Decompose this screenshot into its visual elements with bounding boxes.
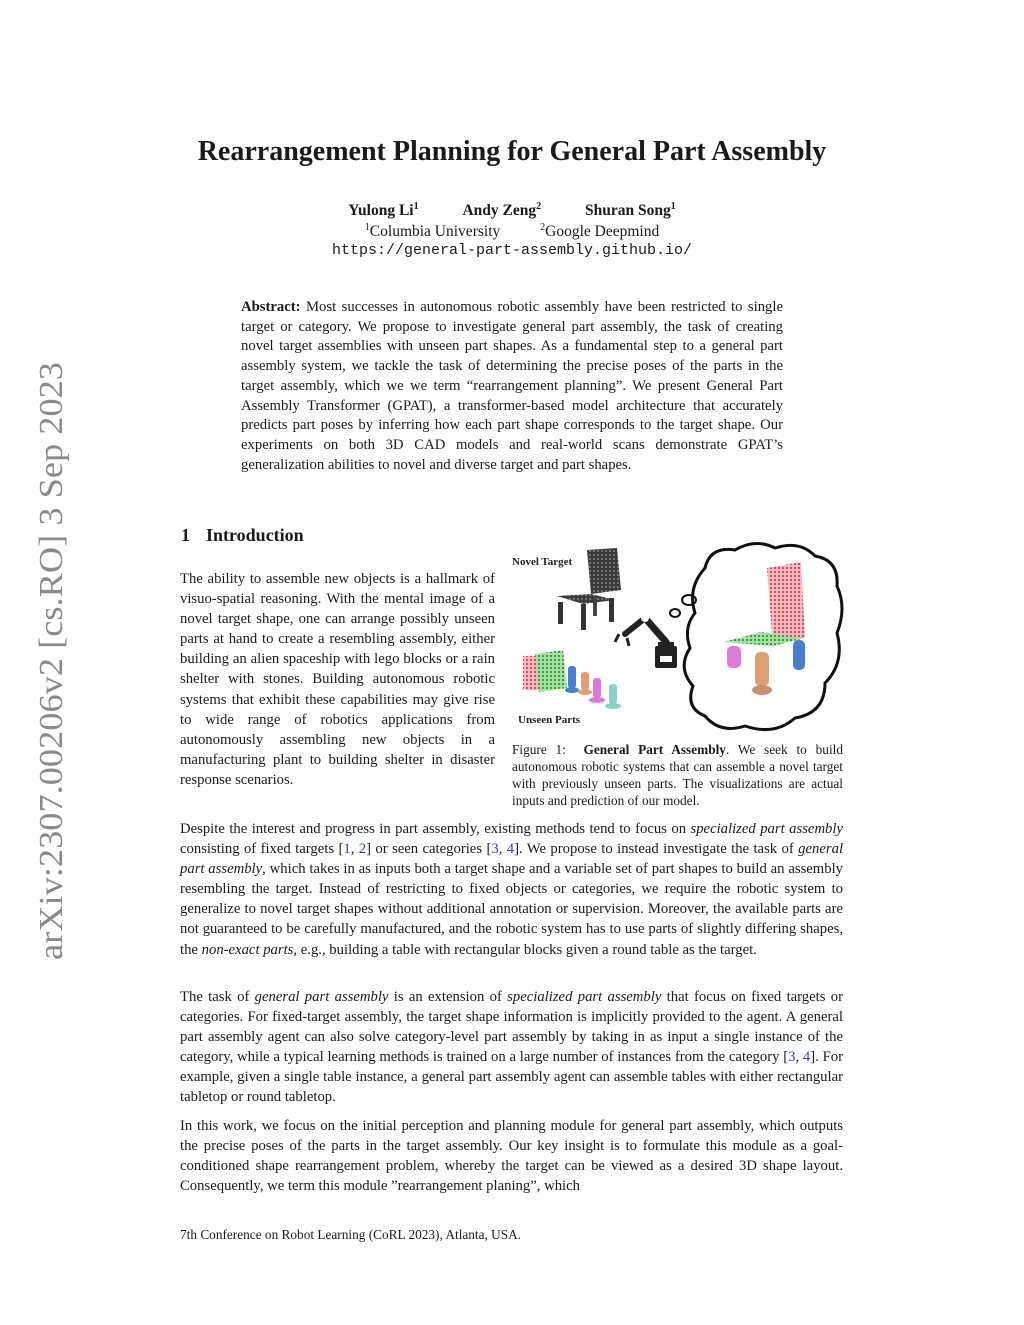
label-unseen-parts: Unseen Parts bbox=[518, 714, 581, 726]
unseen-parts bbox=[523, 650, 621, 709]
abstract bbox=[241, 298, 783, 475]
label-novel-target: Novel Target bbox=[512, 556, 573, 568]
robot-arm-icon bbox=[615, 614, 677, 668]
affiliation: $^1$Columbia University bbox=[364, 221, 501, 240]
thought-bubble-small bbox=[670, 609, 680, 617]
author: Yulong Li$^1$ bbox=[348, 200, 419, 219]
figure-1 bbox=[505, 538, 845, 738]
citation-link[interactable]: 3 bbox=[491, 841, 499, 858]
citation-link[interactable]: 4 bbox=[506, 841, 515, 858]
section-heading: 1 Introduction bbox=[181, 525, 304, 545]
abstract-text: Most successes in autonomous robotic assembly have been restricted to single target or category. We propose to investigate general part assembly, the task of creating novel target assemblies with unseen part shapes. As a fundamental step to a general part assembly system, we tackle the task of determining the precise poses of the parts in the target assembly, which we we term “rearrangement planning”. We present General Part Assembly Transformer (GPAT), a transformer-based model architecture that accurately predicts part poses by inferring how each part shape corresponds to the target shape. Our experiments on both 3D CAD models and real-world scans demonstrate GPAT’s generalization abilities to novel and diverse target and part shapes. bbox=[241, 299, 784, 473]
arxiv-stamp-text: arXiv:2307.00206v2 [cs.RO] 3 Sep 2023 bbox=[33, 400, 70, 960]
conference-footer: 7th Conference on Robot Learning (CoRL 2023), Atlanta, USA. bbox=[180, 1227, 522, 1242]
citation-link[interactable]: 1 bbox=[343, 841, 351, 858]
figure-caption: Figure 1: General Part Assembly. We seek to build autonomous robotic systems that can assemble a novel target with previously unseen parts. The visualizations are actual inputs and prediction of our model. bbox=[512, 742, 843, 808]
author-list bbox=[0, 202, 1024, 220]
arxiv-stamp bbox=[18, 355, 78, 965]
paragraph-3: The task of general part assembly is an extension of specialized part assembly that focus on fixed targets or categories. For fixed-target assembly, the target shape information is implicitly provided to the agent. A general part assembly agent can also solve category-level part assembly by taking in as input a single instance of the category, while a typical learning methods is trained on a large number of instances from the category [3, 4]. For example, given a single table instance, a general part assembly agent can assemble tables with either rectangular tabletop or round tabletop. bbox=[180, 989, 844, 1106]
citation-link[interactable]: 2 bbox=[358, 841, 367, 858]
project-url[interactable]: https://general-part-assembly.github.io/ bbox=[331, 242, 693, 259]
intro-paragraph: The ability to assemble new objects is a hallmark of visuo-spatial reasoning. With the mental image of a novel target shape, one can arrange possibly unseen parts at hand to create a resembling assembly, either building an alien spaceship with lego blocks or a rain shelter with stones. Building autonomous robotic systems that exhibit these capabilities may give rise to wide range of robotics applications from autonomously assembling new objects in a manufacturing plant to building shelter in disaster response scenarios. bbox=[180, 571, 495, 788]
paper-title: Rearrangement Planning for General Part Assembly bbox=[197, 136, 827, 167]
paragraph-4: In this work, we focus on the initial perception and planning module for general part assembly, which outputs the precise poses of the parts in the target assembly. Our key insight is to formulate this module as a goal-conditioned shape rearrangement problem, whereby the target can be viewed as a desired 3D shape layout. Consequently, we term this module ”rearrangement planing”, which bbox=[180, 1118, 843, 1195]
assembled-chair bbox=[723, 562, 805, 695]
citation-link[interactable]: 3 bbox=[788, 1049, 796, 1066]
citation-link[interactable]: 4 bbox=[802, 1049, 811, 1066]
abstract-label: Abstract: bbox=[241, 299, 301, 315]
affiliation: $^2$Google Deepmind bbox=[540, 221, 660, 240]
paragraph-2: Despite the interest and progress in part assembly, existing methods tend to focus on specialized part assembly consisting of fixed targets [1, 2] or seen categories [3, 4]. We propose to instead investigate the task of general part assembly, which takes in as inputs both a target shape and a variable set of part shapes to build an assembly resembling the target. Instead of restricting to fixed objects or categories, we require the robotic system to generalize to novel target shapes without additional annotation or supervision. Moreover, the available parts are not guaranteed to be carefully manufactured, and the robotic system has to use parts of slightly differing shapes, the non-exact parts, e.g., building a table with rectangular blocks given a round table as the target. bbox=[180, 821, 844, 958]
affiliations bbox=[0, 223, 1024, 241]
author: Andy Zeng$^2$ bbox=[462, 200, 542, 219]
author: Shuran Song$^1$ bbox=[585, 200, 676, 219]
